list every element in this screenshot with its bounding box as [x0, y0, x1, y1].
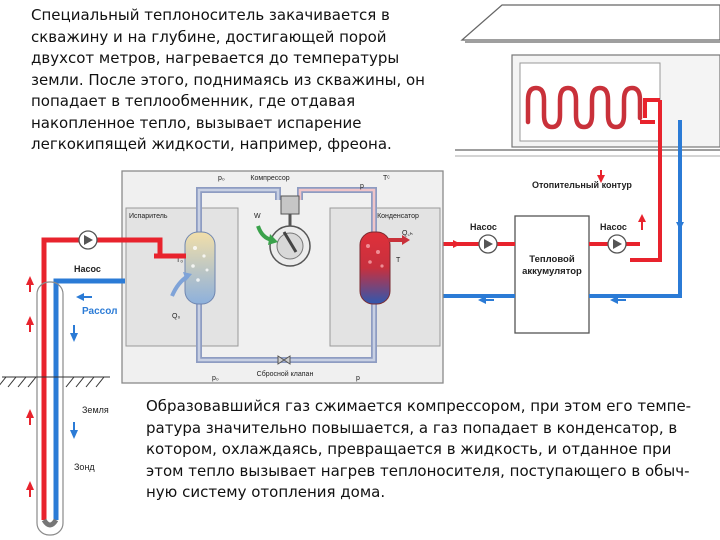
pump-middle-label: Насос — [470, 222, 497, 232]
evaporator-label: Испаритель — [129, 213, 168, 220]
outro-line: ную систему отопления дома. — [146, 483, 386, 501]
pump-heating-label: Насос — [600, 222, 627, 232]
evaporator-panel — [126, 208, 238, 346]
probe-casing — [37, 282, 63, 535]
pump-ground — [79, 231, 97, 249]
outro-line: ратура значительно повышается, а газ попадает в конденсатор, в — [146, 418, 678, 437]
pump-middle — [479, 235, 497, 253]
intro-line: двухсот метров, нагревается до температуры — [31, 49, 400, 67]
q0-label: Q₀ — [172, 313, 181, 320]
t0-label: T₀ — [176, 257, 184, 264]
earth-label: Земля — [82, 405, 109, 415]
evaporator-tank — [185, 232, 215, 304]
intro-paragraph — [31, 5, 441, 156]
probe-label: Зонд — [74, 462, 95, 472]
p-bottom-label: p — [356, 375, 360, 382]
pump-heating — [608, 235, 626, 253]
condenser-label: Конденсатор — [377, 213, 419, 220]
accumulator-label-1: Тепловой — [529, 254, 575, 265]
t-label: T — [396, 257, 401, 264]
outro-line: этом тепло вызывает нагрев теплоносителя, поступающего в обыч- — [146, 461, 690, 480]
tc-label: Tᶜ — [383, 175, 390, 182]
p0-bottom-label: p₀ — [212, 375, 219, 382]
intro-line: Специальный теплоноситель закачивается в — [31, 6, 390, 24]
house-roof — [462, 5, 720, 40]
p-top-label: p — [360, 183, 364, 190]
accumulator-label-2: аккумулятор — [522, 266, 582, 277]
intro-line: легкокипящей жидкости, например, фреона. — [31, 135, 392, 153]
pump-ground-label: Насос — [74, 264, 101, 274]
outro-line: Образовавшийся газ сжимается компрессором, при этом его темпе- — [146, 397, 692, 415]
p0-top-label: p₀ — [218, 175, 225, 182]
intro-line: земли. После этого, поднимаясь из скважины, он — [31, 70, 425, 89]
w-label: W — [254, 213, 261, 220]
heating-circuit-label: Отопительный контур — [532, 180, 632, 190]
intro-line: накопленное тепло, вызывает испарение — [31, 113, 362, 132]
outro-line: котором, охлаждаясь, превращается в жидкость, и отданное при — [146, 440, 672, 458]
brine-label: Рассол — [82, 306, 118, 317]
intro-line: попадает в теплообменник, где отдавая — [31, 92, 356, 110]
compressor-label: Компрессор — [250, 175, 290, 182]
qch-label: Q꜀ₕ — [402, 230, 413, 237]
intro-line: скважину и на глубине, достигающей порой — [31, 27, 387, 46]
valve-label: Сбросной клапан — [256, 371, 314, 378]
outro-paragraph — [146, 396, 712, 504]
condenser-tank — [360, 232, 390, 304]
